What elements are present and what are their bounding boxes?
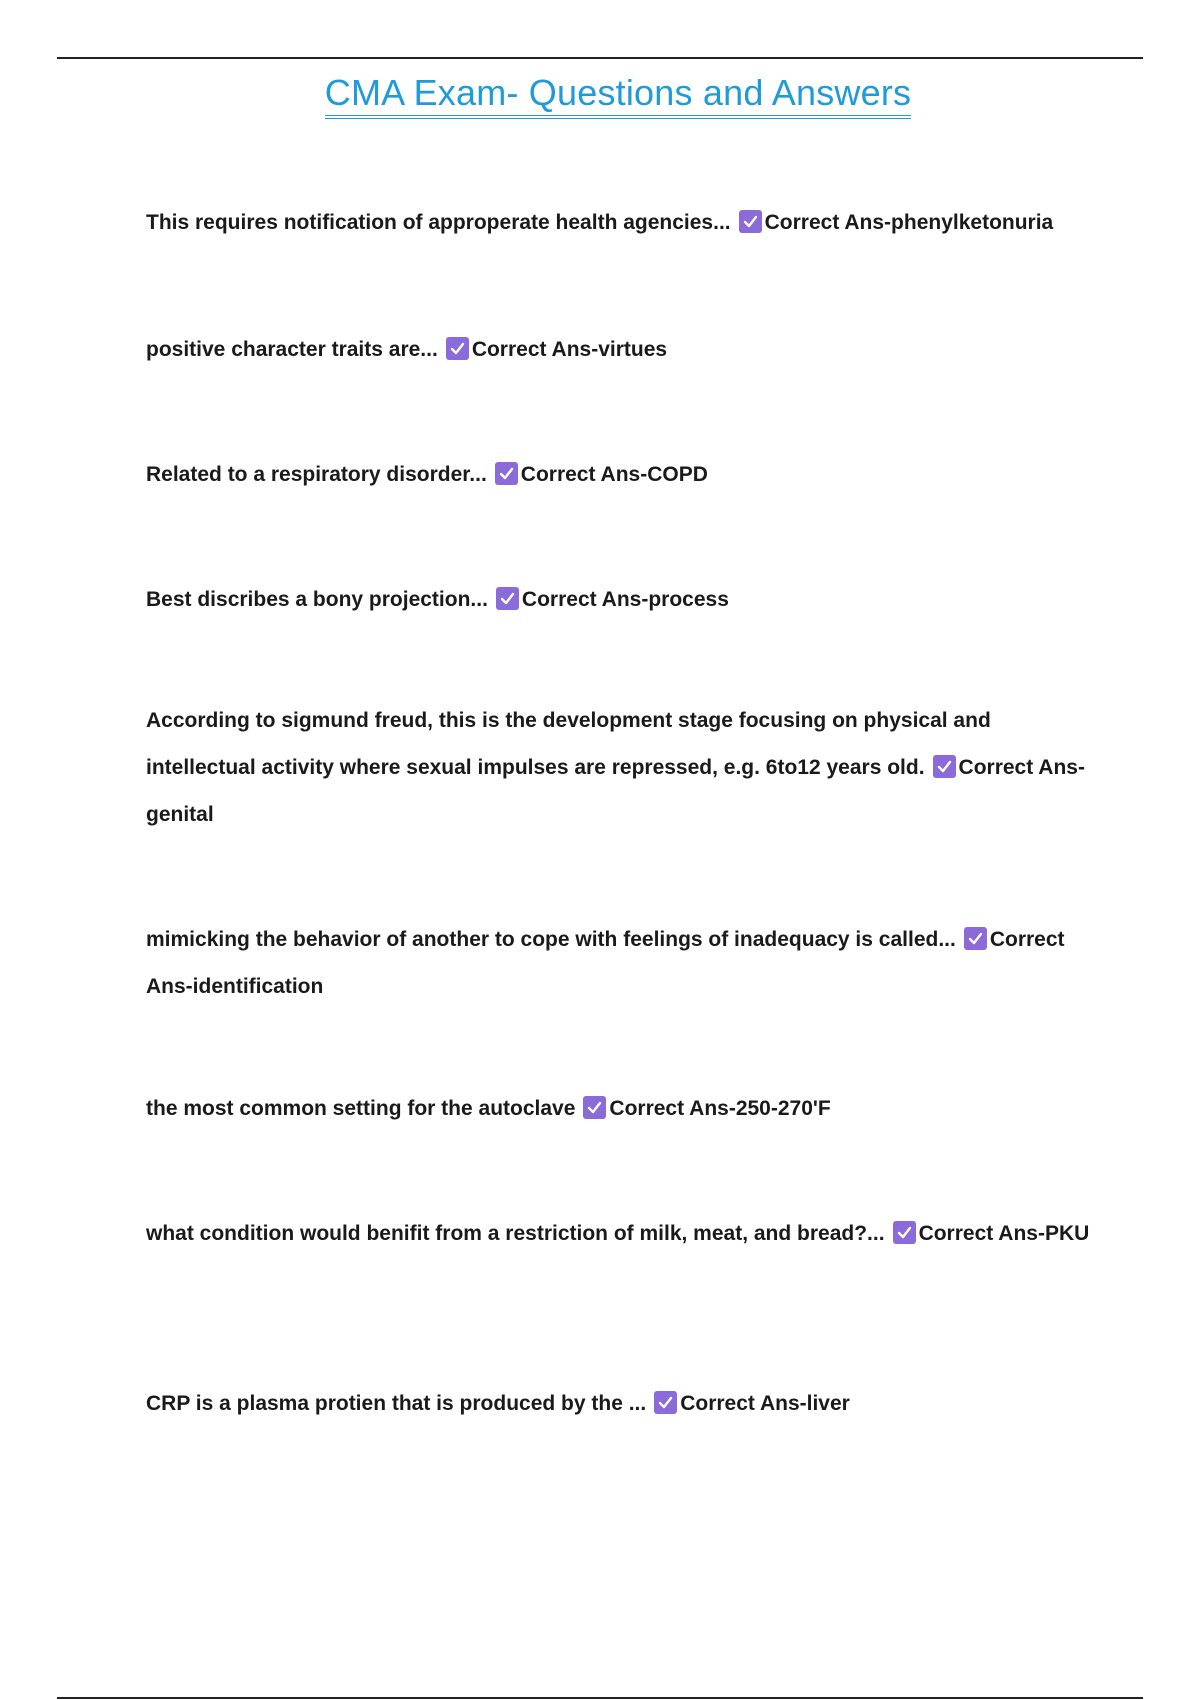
checkbox-checked-icon (495, 462, 518, 485)
qa-item (146, 326, 1096, 373)
qa-item (146, 576, 1096, 623)
qa-item (146, 1380, 1096, 1427)
checkbox-checked-icon (893, 1221, 916, 1244)
question-text: According to sigmund freud, this is the development stage focusing on physical and intellectual activity where sexual impulses are repressed, e.g. 6to12 years old. (146, 709, 991, 779)
question-text: the most common setting for the autoclave (146, 1097, 576, 1120)
question-text: Best discribes a bony projection... (146, 588, 488, 611)
question-text: positive character traits are... (146, 338, 438, 361)
question-text: Related to a respiratory disorder... (146, 463, 487, 486)
question-text: mimicking the behavior of another to cope with feelings of inadequacy is called... (146, 928, 956, 951)
qa-item (146, 697, 1096, 838)
qa-item (146, 1085, 1096, 1132)
checkbox-checked-icon (496, 587, 519, 610)
answer-text: Correct Ans-phenylketonuria (764, 211, 1054, 234)
checkbox-checked-icon (933, 755, 956, 778)
answer-text: Correct Ans-identification (146, 928, 1065, 998)
checkbox-checked-icon (583, 1096, 606, 1119)
checkbox-checked-icon (964, 927, 987, 950)
page-title-text: CMA Exam- Questions and Answers (325, 73, 911, 119)
answer-text: Correct Ans-process (521, 588, 729, 611)
qa-item (146, 451, 1096, 498)
bottom-rule (57, 1697, 1143, 1699)
qa-item (146, 199, 1096, 246)
qa-item (146, 1210, 1096, 1257)
question-text: This requires notification of approperate health agencies... (146, 211, 731, 234)
answer-text: Correct Ans-virtues (471, 338, 668, 361)
answer-text: Correct Ans-liver (680, 1392, 850, 1415)
answer-text: Correct Ans-PKU (918, 1222, 1090, 1245)
qa-item (146, 916, 1096, 1010)
checkbox-checked-icon (446, 337, 469, 360)
question-text: what condition would benifit from a restriction of milk, meat, and bread?... (146, 1222, 885, 1245)
answer-text: Correct Ans-COPD (520, 463, 708, 486)
page-title (0, 72, 1200, 119)
answer-text: Correct Ans-250-270'F (609, 1097, 831, 1120)
answer-text: Correct Ans-genital (146, 756, 1085, 826)
checkbox-checked-icon (739, 210, 762, 233)
checkbox-checked-icon (654, 1391, 677, 1414)
question-text: CRP is a plasma protien that is produced by the ... (146, 1392, 647, 1415)
top-rule (57, 57, 1143, 59)
